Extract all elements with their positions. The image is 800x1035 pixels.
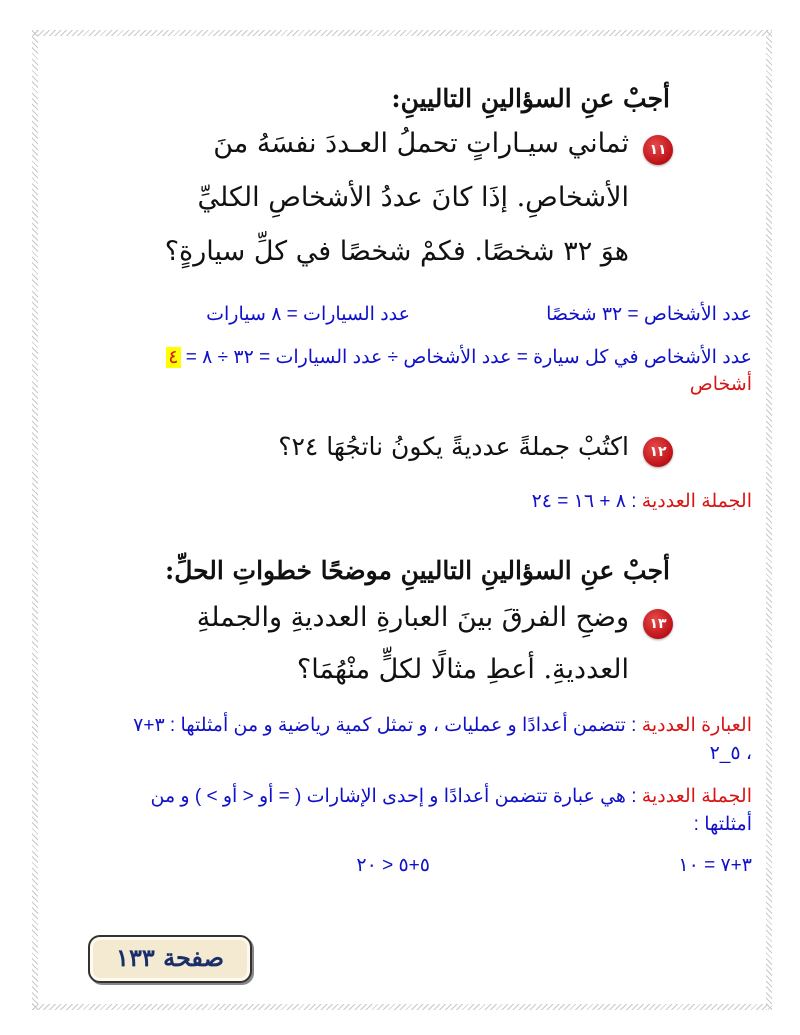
q13-expression-text-2: ، ٥_٢ bbox=[709, 743, 752, 764]
section1-heading: أجبْ عنِ السؤالينِ التاليينِ: bbox=[391, 84, 670, 113]
q13-sentence-text: : هي عبارة تتضمن أعدادًا و إحدى الإشارات ( = أو < أو > ) و من bbox=[150, 786, 637, 807]
page-number-plaque bbox=[88, 935, 252, 983]
q11-answer-cars: عدد السيارات = ٨ سيارات bbox=[206, 304, 410, 325]
q13-sentence-text-2: أمثلتها : bbox=[693, 814, 752, 835]
border-right bbox=[766, 30, 772, 1010]
q11-answer-people: عدد الأشخاص = ٣٢ شخصًا bbox=[546, 304, 752, 325]
q13-line-1: وضحِ الفرقَ بينَ العبارةِ العدديةِ والجملةِ bbox=[196, 602, 629, 633]
q13-expression-label: العبارة العددية bbox=[641, 715, 752, 736]
q11-answer-unit: أشخاص bbox=[689, 374, 752, 395]
q11-line-1: ثماني سيـاراتٍ تحملُ العـددَ نفسَهُ منَ bbox=[213, 128, 629, 159]
q13-expression-definition bbox=[133, 714, 752, 737]
q13-expression-text: : تتضمن أعدادًا و عمليات ، و تمثل كمية رياضية و من أمثلتها : ٣+٧ bbox=[133, 715, 637, 736]
border-left bbox=[32, 30, 38, 1010]
q11-formula-text: عدد الأشخاص في كل سيارة = عدد الأشخاص ÷ عدد السيارات = ٣٢ ÷ ٨ = bbox=[185, 347, 752, 368]
q13-sentence-definition bbox=[150, 785, 752, 808]
page-number-label: صفحة ١٣٣ bbox=[116, 943, 224, 972]
question-13-badge: ١٣ bbox=[643, 609, 673, 639]
q13-line-2: العدديةِ. أعطِ مثالًا لكلٍّ منْهُمَا؟ bbox=[296, 654, 629, 685]
q11-line-2: الأشخاصِ. إذَا كانَ عددُ الأشخاصِ الكليِّ bbox=[197, 182, 629, 213]
q12-text: اكتُبْ جملةً عدديةً يكونُ ناتجُهَا ٢٤؟ bbox=[278, 432, 629, 461]
border-top bbox=[32, 30, 772, 36]
q12-answer bbox=[532, 490, 752, 513]
question-11-badge: ١١ bbox=[643, 135, 673, 165]
q13-example-2: ٥+٥ < ٢٠ bbox=[356, 855, 430, 876]
q13-example-1: ٣+٧ = ١٠ bbox=[678, 855, 752, 876]
q12-answer-label: الجملة العددية bbox=[641, 491, 752, 512]
q11-result-highlight: ٤ bbox=[168, 347, 179, 368]
q11-line-3: هوَ ٣٢ شخصًا. فكمْ شخصًا في كلِّ سيارةٍ؟ bbox=[164, 236, 629, 267]
q13-sentence-label: الجملة العددية bbox=[641, 786, 752, 807]
q11-answer-formula bbox=[166, 346, 752, 369]
section2-heading: أجبْ عنِ السؤالينِ التاليينِ موضحًا خطواتِ الحلِّ: bbox=[164, 556, 670, 585]
q12-answer-value: : ٨ + ١٦ = ٢٤ bbox=[531, 491, 637, 512]
border-bottom bbox=[32, 1004, 772, 1010]
question-12-badge: ١٢ bbox=[643, 437, 673, 467]
